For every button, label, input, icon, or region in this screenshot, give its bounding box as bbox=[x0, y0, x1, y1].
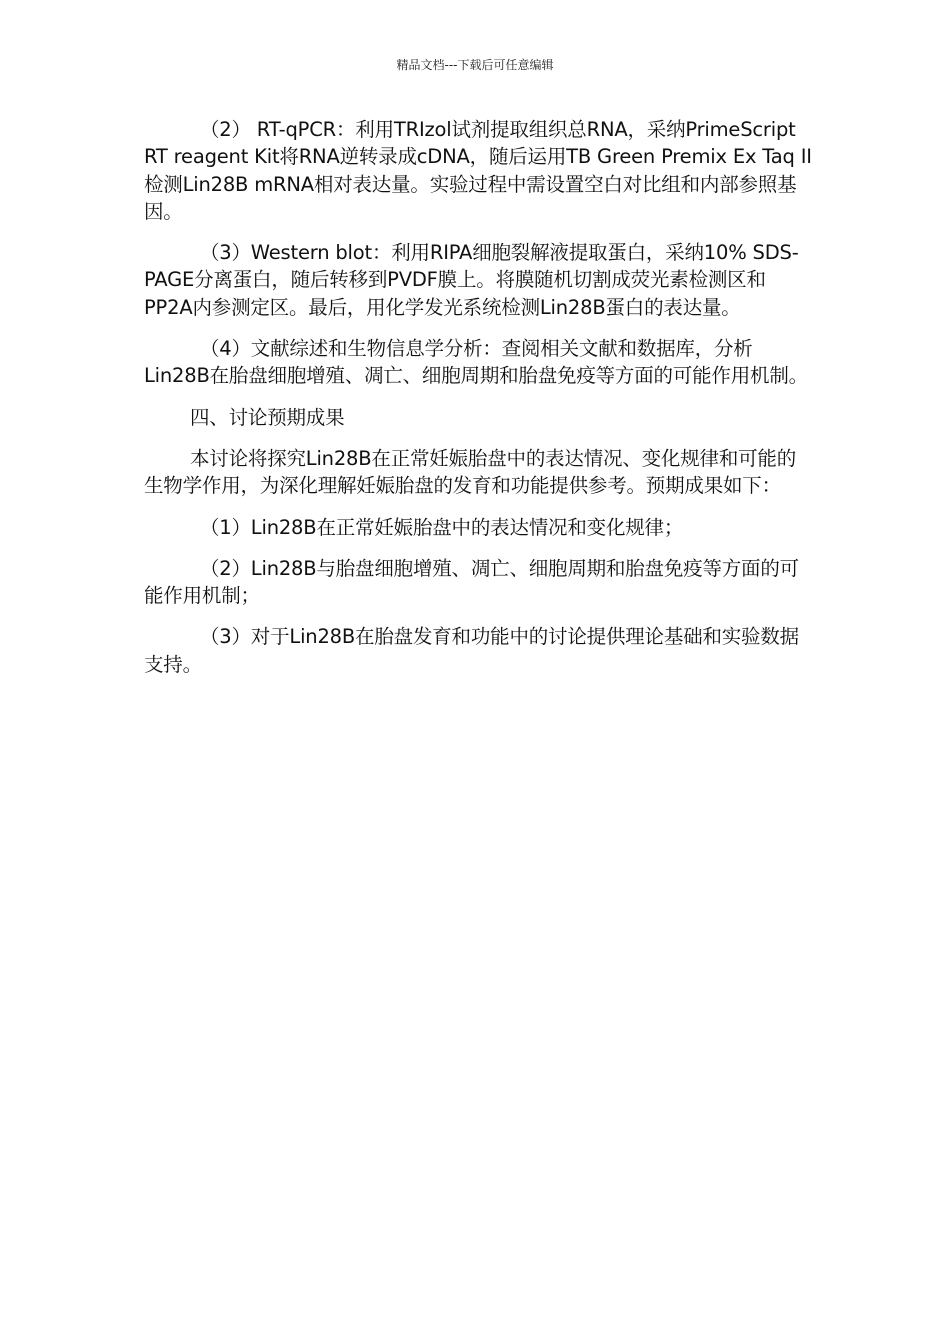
expected-results-intro-paragraph: 本讨论将探究Lin28B在正常妊娠胎盘中的表达情况、变化规律和可能的生物学作用，为深化理解妊娠胎盘的发育和功能提供参考。预期成果如下： bbox=[144, 446, 797, 498]
method-rt-qpcr-paragraph: （2） RT-qPCR：利用TRIzol试剂提取组织总RNA，采纳PrimeScript RT reagent Kit将RNA逆转录成cDNA，随后运用TB Green Premix Ex Taq II检测Lin28B mRNA相对表达量。实验过程中需设置空白对比组和内部参照基因。 bbox=[144, 118, 812, 223]
expected-result-item-3: （3）对于Lin28B在胎盘发育和功能中的讨论提供理论基础和实验数据支持。 bbox=[144, 625, 799, 676]
section-heading-expected-results: 四、讨论预期成果 bbox=[190, 405, 345, 429]
expected-result-item-1: （1）Lin28B在正常妊娠胎盘中的表达情况和变化规律； bbox=[200, 515, 684, 539]
method-literature-review-paragraph: （4）文献综述和生物信息学分析：查阅相关文献和数据库，分析Lin28B在胎盘细胞增殖、凋亡、细胞周期和胎盘免疫等方面的可能作用机制。 bbox=[144, 337, 808, 388]
document-body bbox=[144, 116, 812, 692]
expected-result-item-2: （2）Lin28B与胎盘细胞增殖、凋亡、细胞周期和胎盘免疫等方面的可能作用机制； bbox=[144, 556, 799, 608]
method-western-blot-paragraph: （3）Western blot：利用RIPA细胞裂解液提取蛋白，采纳10% SDS-PAGE分离蛋白，随后转移到PVDF膜上。将膜随机切割成荧光素检测区和PP2A内参测定区。最后，用化学发光系统检测Lin28B蛋白的表达量。 bbox=[144, 241, 799, 319]
page-header: 精品文档---下载后可任意编辑 bbox=[396, 58, 554, 72]
